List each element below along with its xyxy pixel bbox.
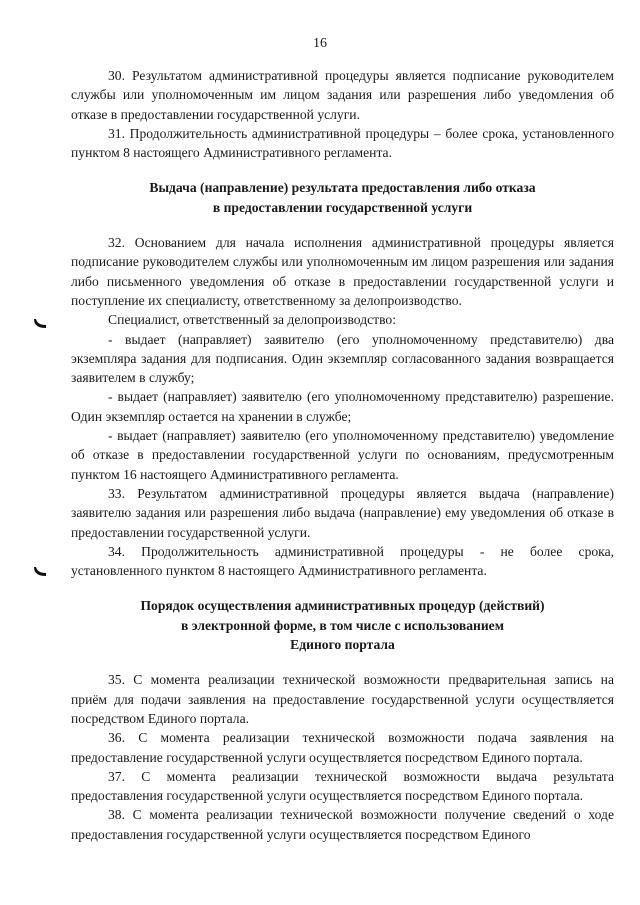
page-number: 16 — [313, 36, 327, 51]
list-item-permit: - выдает (направляет) заявителю (его уполномоченному представителю) разрешение. Один экземпляр остается на хранении в службе; — [71, 389, 614, 424]
paragraph-36: 36. С момента реализации технической возможности подача заявления на предоставление государственной услуги осуществляется посредством Единого портала. — [71, 730, 614, 765]
paragraph-30: 30. Результатом административной процедуры является подписание руководителем службы или уполномоченным им лицом задания или разрешения либо уведомления об отказе в предоставлении государственной услуги. — [71, 68, 614, 122]
list-item-task-copies: - выдает (направляет) заявителю (его уполномоченному представителю) два экземпляра задания для подписания. Один экземпляр согласованного задания возвращается заявителем в службу; — [71, 331, 614, 386]
paragraph-33: 33. Результатом административной процедуры является выдача (направление) заявителю задания или разрешения либо выдача (направление) ему уведомления об отказе в предоставлении государственной услуги. — [71, 485, 614, 540]
section-heading-line: в электронной форме, в том числе с использованием — [181, 617, 504, 633]
binder-hole-mark-icon — [33, 566, 47, 577]
section-heading-issuance — [71, 178, 614, 217]
paragraph-34: 34. Продолжительность административной процедуры - не более срока, установленного пунктом 8 настоящего Административного регламента. — [71, 543, 614, 579]
paragraph-31: 31. Продолжительность административной процедуры – более срока, установленного пунктом 8 настоящего Административного регламента. — [71, 125, 614, 161]
section-heading-line: Порядок осуществления административных процедур (действий) — [140, 598, 545, 614]
list-item-refusal-notice: - выдает (направляет) заявителю (его уполномоченному представителю) уведомление об отказе в предоставлении государственной услуги по основаниям, предусмотренным пунктом 16 настоящего Административного регламента. — [71, 428, 614, 482]
paragraph-specialist: Специалист, ответственный за делопроизводство: — [108, 312, 396, 328]
section-heading-electronic — [71, 596, 614, 654]
section-heading-line: в предоставлении государственной услуги — [212, 199, 473, 215]
section-heading-line: Единого портала — [290, 637, 395, 653]
paragraph-32: 32. Основанием для начала исполнения административной процедуры является подписание руководителем службы или уполномоченным им лицом разрешения или задания либо письменного уведомления об отказе в предоставлении государственной услуги и поступление их специалисту, ответственному за делопроизводство. — [71, 235, 614, 308]
document-body — [71, 66, 614, 844]
paragraph-35: 35. С момента реализации технической возможности предварительная запись на приём для подачи заявления на предоставление государственной услуги осуществляется посредством Единого портала. — [71, 672, 614, 726]
section-heading-line: Выдача (направление) результата предоставления либо отказа — [149, 180, 536, 196]
paragraph-38: 38. С момента реализации технической возможности получение сведений о ходе предоставления государственной услуги осуществляется посредством Единого — [71, 807, 614, 842]
paragraph-37: 37. С момента реализации технической возможности выдача результата предоставления государственной услуги осуществляется посредством Единого портала. — [71, 768, 614, 804]
binder-hole-mark-icon — [33, 318, 47, 329]
